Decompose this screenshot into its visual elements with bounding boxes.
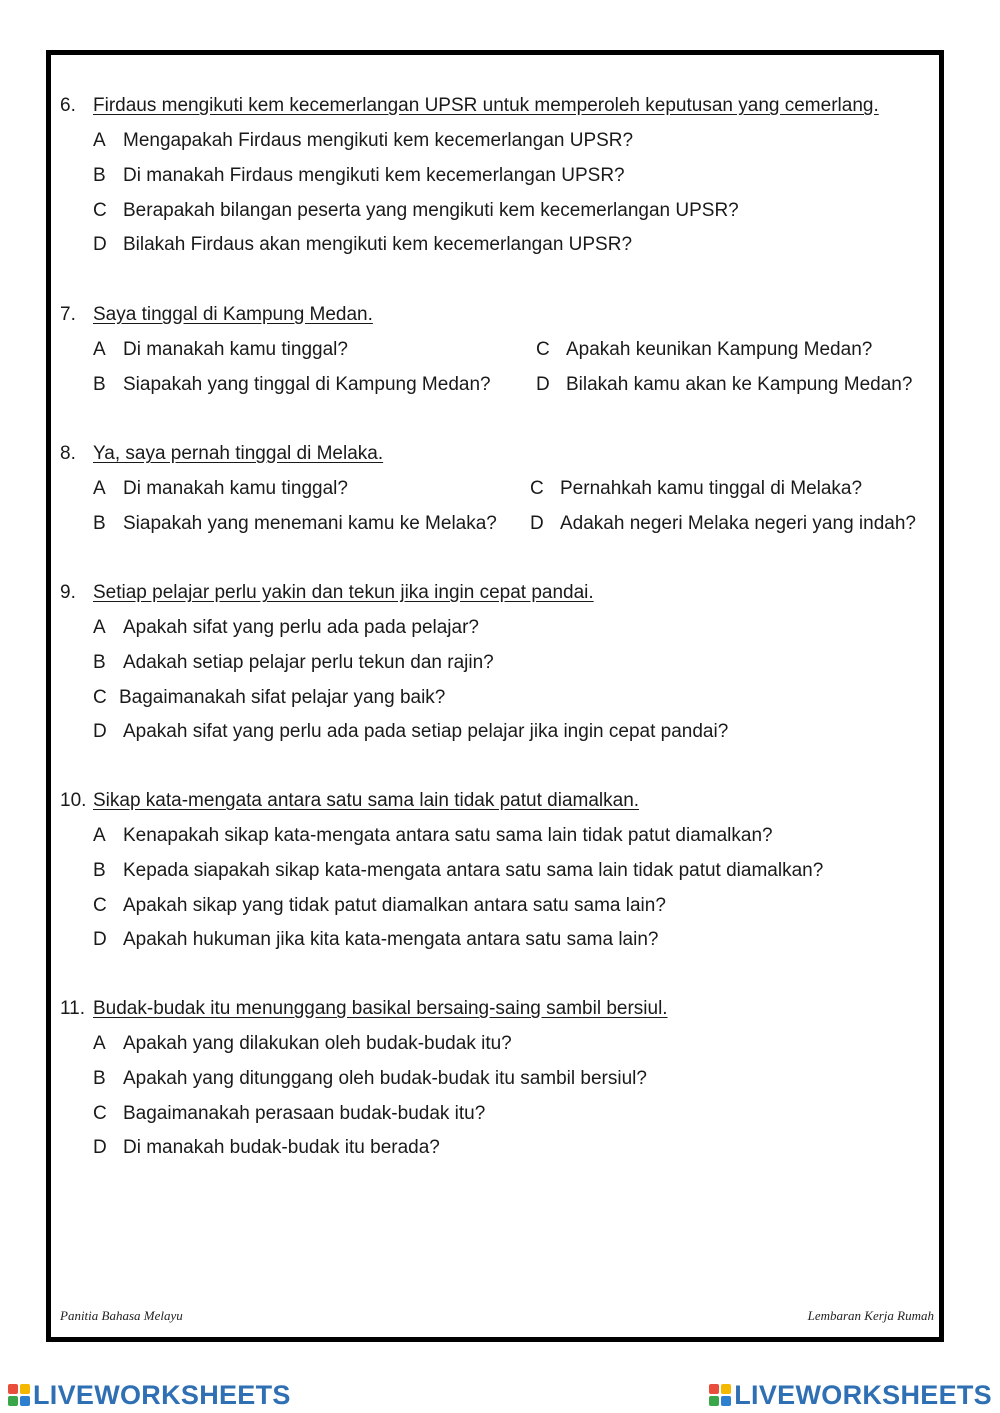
option-b[interactable]: B Apakah yang ditunggang oleh budak-budak itu sambil bersiul? — [93, 1067, 647, 1089]
question-8: 8. Ya, saya pernah tinggal di Melaka. A Di manakah kamu tinggal? C Pernahkah kamu tinggal di Melaka? B Siapakah yang menemani kamu ke Melaka? D Adakah negeri Melaka negeri yang indah? — [60, 441, 960, 546]
option-d[interactable]: D Apakah sifat yang perlu ada pada setiap pelajar jika ingin cepat pandai? — [93, 721, 729, 743]
footer-left: Panitia Bahasa Melayu — [60, 1308, 183, 1323]
option-b[interactable]: B Di manakah Firdaus mengikuti kem kecemerlangan UPSR? — [93, 164, 625, 186]
question-text: Setiap pelajar perlu yakin dan tekun jika ingin cepat pandai. — [93, 582, 594, 603]
option-a[interactable]: A Mengapakah Firdaus mengikuti kem kecemerlangan UPSR? — [93, 130, 634, 151]
question-number: 8. — [60, 443, 76, 464]
option-b[interactable]: B Adakah setiap pelajar perlu tekun dan rajin? — [93, 651, 494, 673]
option-c[interactable]: C Bagaimanakah perasaan budak-budak itu? — [93, 1102, 486, 1124]
option-d[interactable]: D Bilakah Firdaus akan mengikuti kem kecemerlangan UPSR? — [93, 234, 633, 256]
question-text: Saya tinggal di Kampung Medan. — [93, 304, 373, 325]
question-text: Budak-budak itu menunggang basikal bersaing-saing sambil bersiul. — [93, 998, 668, 1019]
question-stem — [60, 441, 960, 467]
question-text: Ya, saya pernah tinggal di Melaka. — [93, 443, 384, 464]
question-11 — [60, 996, 960, 1170]
question-number: 10. — [60, 790, 87, 811]
liveworksheets-logo-right[interactable] — [709, 1378, 992, 1412]
option-a[interactable]: A Apakah sifat yang perlu ada pada pelajar? — [93, 617, 479, 638]
question-text: Sikap kata-mengata antara satu sama lain tidak patut diamalkan. — [93, 790, 640, 811]
question-10 — [60, 788, 960, 962]
option-c[interactable]: C Bagaimanakah sifat pelajar yang baik? — [93, 686, 446, 708]
question-stem — [60, 580, 960, 606]
option-a[interactable]: A Kenapakah sikap kata-mengata antara satu sama lain tidak patut diamalkan? — [93, 825, 773, 846]
question-text: Firdaus mengikuti kem kecemerlangan UPSR untuk memperoleh keputusan yang cemerlang. — [93, 95, 879, 116]
option-d[interactable]: D Apakah hukuman jika kita kata-mengata antara satu sama lain? — [93, 929, 659, 951]
question-stem — [60, 93, 960, 119]
question-number: 9. — [60, 582, 76, 603]
logo-tiles-icon — [709, 1384, 731, 1406]
question-stem — [60, 996, 960, 1022]
question-number: 11. — [60, 998, 86, 1019]
footer-right: Lembaran Kerja Rumah — [807, 1308, 934, 1323]
option-c[interactable]: C Apakah sikap yang tidak patut diamalkan antara satu sama lain? — [93, 894, 666, 916]
option-b[interactable]: B Kepada siapakah sikap kata-mengata antara satu sama lain tidak patut diamalkan? — [93, 859, 824, 881]
option-d[interactable]: D Di manakah budak-budak itu berada? — [93, 1137, 440, 1159]
brand-name: LIVEWORKSHEETS — [33, 1379, 291, 1410]
brand-name: LIVEWORKSHEETS — [734, 1379, 992, 1410]
question-stem — [60, 302, 960, 328]
question-7: 7. Saya tinggal di Kampung Medan. A Di manakah kamu tinggal? C Apakah keunikan Kampung Medan? B Siapakah yang tinggal di Kampung Medan? D Bilakah kamu akan ke Kampung Medan? — [60, 302, 960, 407]
question-6 — [60, 93, 960, 267]
question-9 — [60, 580, 960, 754]
option-c[interactable]: C Berapakah bilangan peserta yang mengikuti kem kecemerlangan UPSR? — [93, 199, 739, 221]
logo-tiles-icon — [8, 1384, 30, 1406]
option-a[interactable]: A Apakah yang dilakukan oleh budak-budak itu? — [93, 1033, 512, 1054]
liveworksheets-logo-left[interactable] — [8, 1378, 291, 1412]
question-stem — [60, 788, 960, 814]
question-number: 7. — [60, 304, 76, 325]
question-number: 6. — [60, 95, 76, 116]
